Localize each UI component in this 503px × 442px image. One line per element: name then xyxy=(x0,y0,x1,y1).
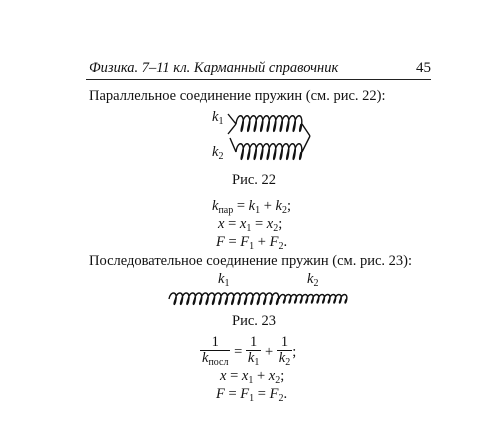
header-title: Физика. 7–11 кл. Карманный справочник xyxy=(89,60,339,76)
left-connector-bottom xyxy=(230,138,236,152)
header-rule xyxy=(86,79,431,80)
fig22-label-k1: $k_1$ xyxy=(212,109,224,127)
fraction-1-over-k2: $\frac{1}{k_2}$ xyxy=(278,334,291,368)
left-connector-top xyxy=(228,114,236,124)
formula-x-series: $x = x_1 + x_2$; xyxy=(220,368,285,386)
formula-x-parallel: $x = x_1 = x_2$; xyxy=(218,216,283,234)
formula-k-parallel: $k_{пар} = k_1 + k_2$; xyxy=(212,198,292,216)
fig23-label-k1: $k_1$ xyxy=(218,271,230,289)
spring-k2-coil xyxy=(236,144,302,160)
series-intro: Последовательное соединение пружин (см. рис. 23): xyxy=(89,253,413,269)
formula-f-series: $F = F_1 = F_2$. xyxy=(216,386,288,404)
formula-k-series: $\frac{1}{k_{посл}}$ = $\frac{1}{k_1}$ + $\frac{1}{k_2}$ ; xyxy=(202,334,297,368)
fig22-caption: Рис. 22 xyxy=(232,172,277,188)
spring-k2-coil-series xyxy=(279,295,347,304)
left-connector-mid xyxy=(228,124,236,134)
right-connector-bottom xyxy=(302,136,310,152)
right-connector-top xyxy=(302,124,310,136)
fig22-label-k2: $k_2$ xyxy=(212,144,224,162)
fraction-1-over-kseries: $\frac{1}{k_{посл}}$ xyxy=(202,334,229,368)
spring-k1-coil xyxy=(236,116,302,132)
fig23-series-springs xyxy=(167,288,357,310)
fig22-parallel-springs xyxy=(226,108,316,170)
fig23-caption: Рис. 23 xyxy=(232,313,277,329)
fraction-1-over-k1: $\frac{1}{k_1}$ xyxy=(247,334,260,368)
page-number: 45 xyxy=(416,60,431,76)
spring-k1-coil-series xyxy=(169,293,279,304)
parallel-intro: Параллельное соединение пружин (см. рис. 22): xyxy=(89,88,386,104)
fig23-label-k2: $k_2$ xyxy=(307,271,319,289)
running-header xyxy=(86,60,431,80)
formula-f-parallel: $F = F_1 + F_2$. xyxy=(216,234,288,252)
